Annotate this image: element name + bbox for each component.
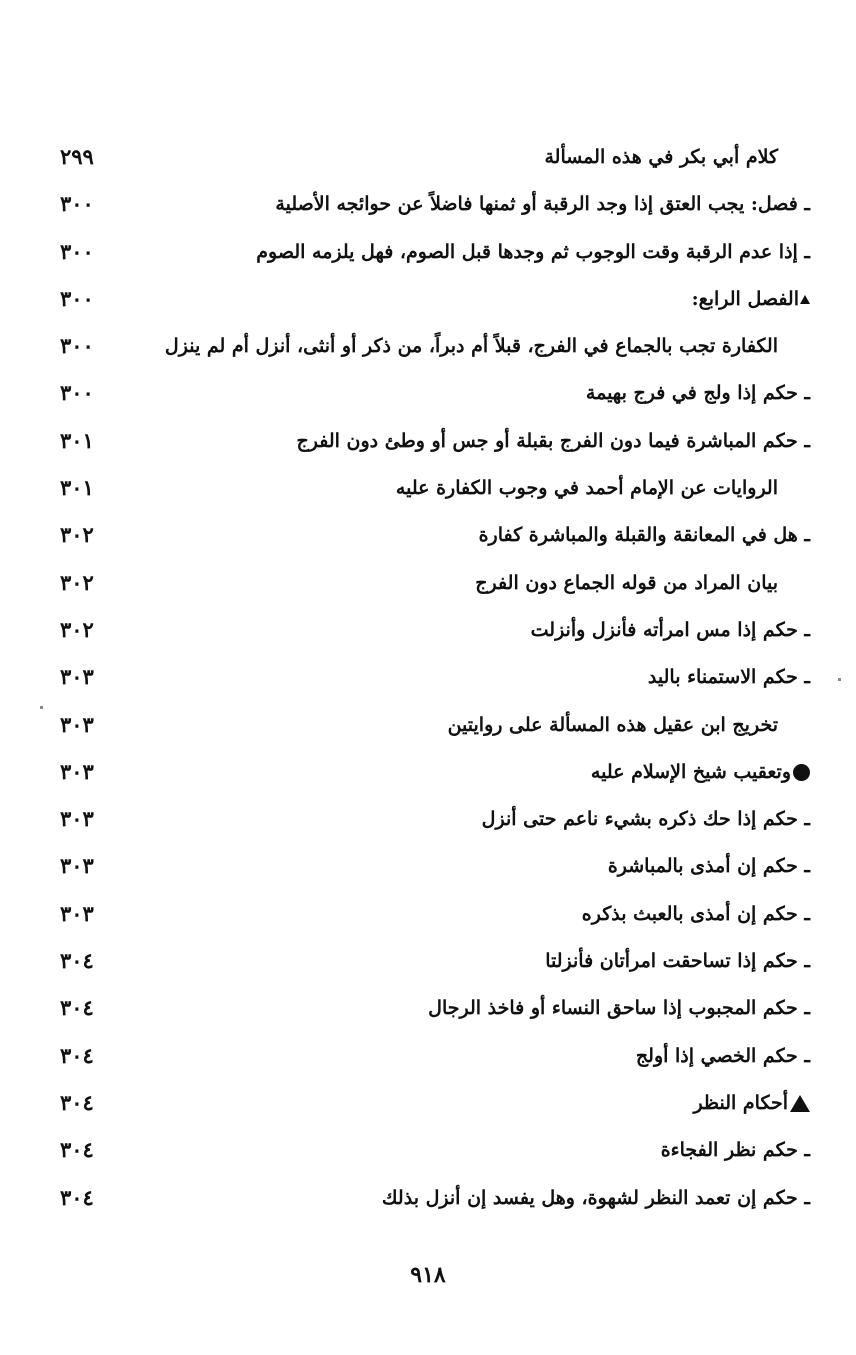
toc-entry-text: ـ حكم إذا مس امرأته فأنزل وأنزلت	[530, 618, 810, 641]
toc-entry-text: ـ حكم إن أمذى بالمباشرة	[607, 855, 810, 878]
toc-entry-text: ـ حكم إذا حك ذكره بشيء ناعم حتى أنزل	[481, 808, 810, 831]
table-of-contents	[60, 140, 810, 1228]
toc-entry-text: أحكام النظر	[693, 1091, 788, 1114]
toc-entry-text: الكفارة تجب بالجماع في الفرج، قبلاً أم دبراً، من ذكر أو أنثى، أنزل أم لم ينزل	[164, 335, 778, 358]
toc-entry-text: ـ هل في المعانقة والقبلة والمباشرة كفارة	[478, 524, 810, 547]
toc-row	[60, 424, 810, 471]
toc-entry-text: الفصل الرابع:	[691, 287, 799, 310]
toc-row	[60, 471, 810, 518]
toc-row	[60, 376, 810, 423]
toc-row	[60, 613, 810, 660]
toc-entry-text: ـ حكم إذا تساحقت امرأتان فأنزلتا	[545, 950, 810, 973]
toc-row	[60, 1181, 810, 1228]
toc-page-number: ٣٠٣	[60, 900, 94, 926]
toc-page-number: ٣٠٤	[60, 995, 94, 1021]
toc-row	[60, 282, 810, 329]
toc-entry-text: ـ فصل: يجب العتق إذا وجد الرقبة أو ثمنها فاضلاً عن حوائجه الأصلية	[275, 193, 810, 216]
toc-row	[60, 187, 810, 234]
toc-page-number: ٢٩٩	[60, 144, 94, 169]
toc-entry-text: ـ حكم نظر الفجاءة	[660, 1139, 810, 1162]
toc-page-number: ٣٠٤	[60, 1184, 94, 1210]
toc-entry-text: بيان المراد من قوله الجماع دون الفرج	[475, 571, 778, 594]
toc-row	[60, 1086, 810, 1133]
toc-entry-text: وتعقيب شيخ الإسلام عليه	[590, 760, 791, 783]
toc-row	[60, 849, 810, 896]
toc-row	[60, 991, 810, 1038]
toc-row	[60, 944, 810, 991]
toc-entry-text: ـ حكم الاستمناء باليد	[647, 666, 810, 689]
toc-section-heading	[693, 1092, 810, 1114]
toc-row	[60, 235, 810, 282]
circle-bullet-icon	[793, 764, 810, 781]
toc-row	[60, 1133, 810, 1180]
toc-row	[60, 1039, 810, 1086]
toc-page-number: ٣٠٣	[60, 853, 94, 879]
toc-row	[60, 140, 810, 187]
toc-page-number: ٣٠٠	[60, 191, 94, 217]
toc-row	[60, 755, 810, 802]
toc-page-number: ٣٠٠	[60, 380, 94, 406]
toc-page-number: ٣٠٤	[60, 948, 94, 974]
toc-page-number: ٣٠٣	[60, 711, 94, 737]
toc-page-number: ٣٠٣	[60, 664, 94, 690]
toc-entry-text: ـ حكم المجبوب إذا ساحق النساء أو فاخذ الرجال	[428, 997, 810, 1020]
toc-page-number: ٣٠١	[60, 475, 94, 501]
toc-row	[60, 802, 810, 849]
toc-entry-text: ـ حكم إذا ولج في فرج بهيمة	[585, 382, 810, 405]
toc-page-number: ٣٠٤	[60, 1089, 94, 1115]
toc-row	[60, 708, 810, 755]
toc-row	[60, 518, 810, 565]
small-triangle-bullet-icon	[800, 295, 810, 304]
toc-page-number: ٣٠٠	[60, 333, 94, 359]
toc-page-number: ٣٠٣	[60, 806, 94, 832]
toc-page-number: ٣٠٠	[60, 285, 94, 311]
toc-section-heading	[692, 288, 810, 310]
toc-page-number: ٣٠٤	[60, 1137, 94, 1163]
toc-page-number: ٣٠٢	[60, 569, 94, 595]
toc-entry-text: ـ حكم إن تعمد النظر لشهوة، وهل يفسد إن أنزل بذلك	[381, 1186, 810, 1209]
toc-entry-text: ـ حكم الخصي إذا أولج	[635, 1044, 810, 1067]
toc-entry-text: ـ إذا عدم الرقبة وقت الوجوب ثم وجدها قبل الصوم، فهل يلزمه الصوم	[256, 240, 810, 263]
toc-entry-text: تخريج ابن عقيل هذه المسألة على روايتين	[447, 713, 778, 736]
toc-page-number: ٣٠١	[60, 427, 94, 453]
toc-entry-text: ـ حكم إن أمذى بالعبث بذكره	[581, 902, 810, 925]
toc-row	[60, 329, 810, 376]
toc-row	[60, 566, 810, 613]
toc-entry-text: ـ حكم المباشرة فيما دون الفرج بقبلة أو جس أو وطئ دون الفرج	[296, 429, 810, 452]
toc-section-heading	[591, 761, 810, 783]
toc-page-number: ٣٠٤	[60, 1042, 94, 1068]
page-number-footer: ٩١٨	[410, 1262, 446, 1288]
toc-row	[60, 897, 810, 944]
scan-speck	[40, 706, 43, 709]
toc-row	[60, 660, 810, 707]
toc-page-number: ٣٠٣	[60, 758, 94, 784]
toc-page-number: ٣٠٠	[60, 238, 94, 264]
triangle-bullet-icon	[790, 1095, 810, 1112]
toc-page-number: ٣٠٢	[60, 522, 94, 548]
toc-page-number: ٣٠٢	[60, 616, 94, 642]
toc-entry-text: الروايات عن الإمام أحمد في وجوب الكفارة عليه	[395, 477, 778, 500]
toc-entry-text: كلام أبي بكر في هذه المسألة	[544, 146, 778, 168]
scan-speck	[838, 678, 841, 681]
